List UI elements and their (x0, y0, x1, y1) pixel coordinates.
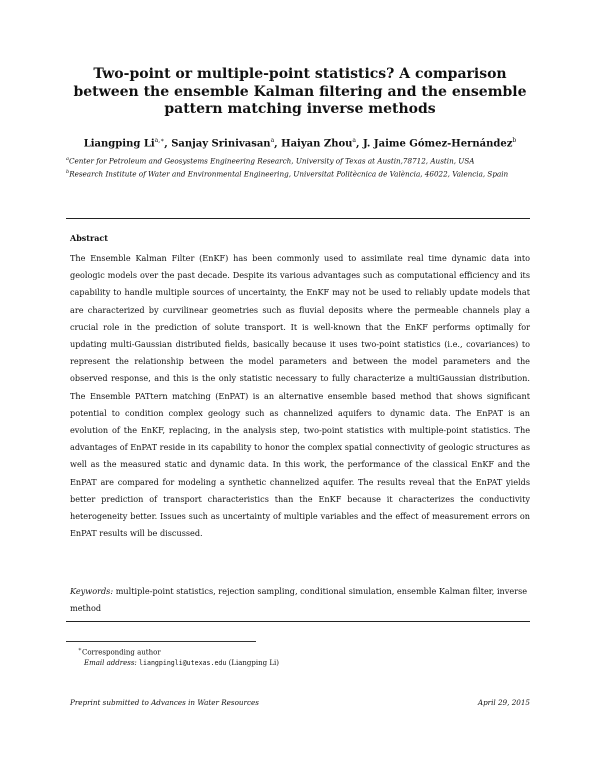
footnote-rule (66, 641, 256, 642)
affiliation-text: Research Institute of Water and Environmental Engineering, Universitat Politècnica de València, 46022, Valencia, Spain (69, 169, 509, 179)
footer-journal: Preprint submitted to Advances in Water Resources (70, 698, 259, 707)
abstract-body: The Ensemble Kalman Filter (EnKF) has been commonly used to assimilate real time dynamic data into geologic models over the past decade. Despite its various advantages such as computational efficiency and its capability to handle multiple sources of uncertainty, the EnKF may not be used to reliably update models that are characterized by curvilinear geometries such as fluvial deposits where the permeable channels play a crucial role in the prediction of solute transport. It is well-known that the EnKF performs optimally for updating multi-Gaussian distributed fields, basically because it uses two-point statistics (i.e., covariances) to represent the relationship between the model parameters and between the model parameters and the observed response, and this is the only statistic necessary to fully characterize a multiGaussian distribution. The Ensemble PATtern matching (EnPAT) is an alternative ensemble based method that shows significant potential to condition complex geology such as channelized aquifers to dynamic data. The EnPAT is an evolution of the EnKF, replacing, in the analysis step, two-point statistics with multiple-point statistics. The advantages of EnPAT reside in its capability to honor the complex spatial connectivity of geologic structures as well as the measured static and dynamic data. In this work, the performance of the classical EnKF and the EnPAT are compared for modeling a synthetic channelized aquifer. The results reveal that the EnPAT yields better prediction of transport characteristics than the EnKF because it characterizes the conductivity heterogeneity better. Issues such as uncertainty of multiple variables and the effect of measurement errors on EnPAT results will be discussed. (70, 253, 530, 539)
email-link[interactable]: liangpingli@utexas.edu (139, 659, 227, 668)
author-affil-mark: a,∗ (154, 137, 165, 144)
keywords-label: Keywords: (70, 586, 114, 596)
affiliation-text: Center for Petroleum and Geosystems Engineering Research, University of Texas at Austin,78712, Austin, USA (68, 156, 475, 166)
footnote-text: Corresponding author (81, 648, 161, 657)
author-name: Liangping Li (83, 138, 155, 150)
affiliation-list (66, 154, 536, 180)
abstract-heading: Abstract (70, 233, 108, 243)
footer-date: April 29, 2015 (477, 698, 530, 707)
affiliation (66, 167, 536, 180)
author-affil-mark: a (352, 137, 356, 144)
abstract-top-rule (66, 218, 530, 219)
paper-title: Two-point or multiple-point statistics? A comparison between the ensemble Kalman filtering and the ensemble pattern matching inverse methods (73, 66, 527, 117)
affiliation-mark: b (66, 168, 70, 175)
footnote-mark: ∗ (78, 647, 82, 653)
author-name: Sanjay Srinivasan (171, 138, 271, 150)
author-affil-mark: b (512, 137, 517, 144)
email-label: Email address: (84, 659, 137, 668)
author-name: Haiyan Zhou (281, 138, 353, 150)
affiliation (66, 154, 536, 167)
author-list: Liangping $Li^{a,∗}$, Sanjay Srinivasan$^a$, Haiyan Zhou$^a$, J. Jaime Gómez-Hernández$^b$ (83, 137, 517, 150)
abstract-bottom-rule (66, 621, 530, 622)
email-owner: (Liangping Li) (228, 659, 279, 668)
author-name: J. Jaime Gómez-Hernández (362, 138, 513, 150)
keywords-text: multiple-point statistics, rejection sampling, conditional simulation, ensemble Kalman filter, inverse method (70, 586, 528, 614)
keywords (70, 583, 530, 617)
author-affil-mark: a (270, 137, 275, 144)
footnote (78, 645, 279, 669)
affiliation-mark: a (66, 156, 69, 162)
